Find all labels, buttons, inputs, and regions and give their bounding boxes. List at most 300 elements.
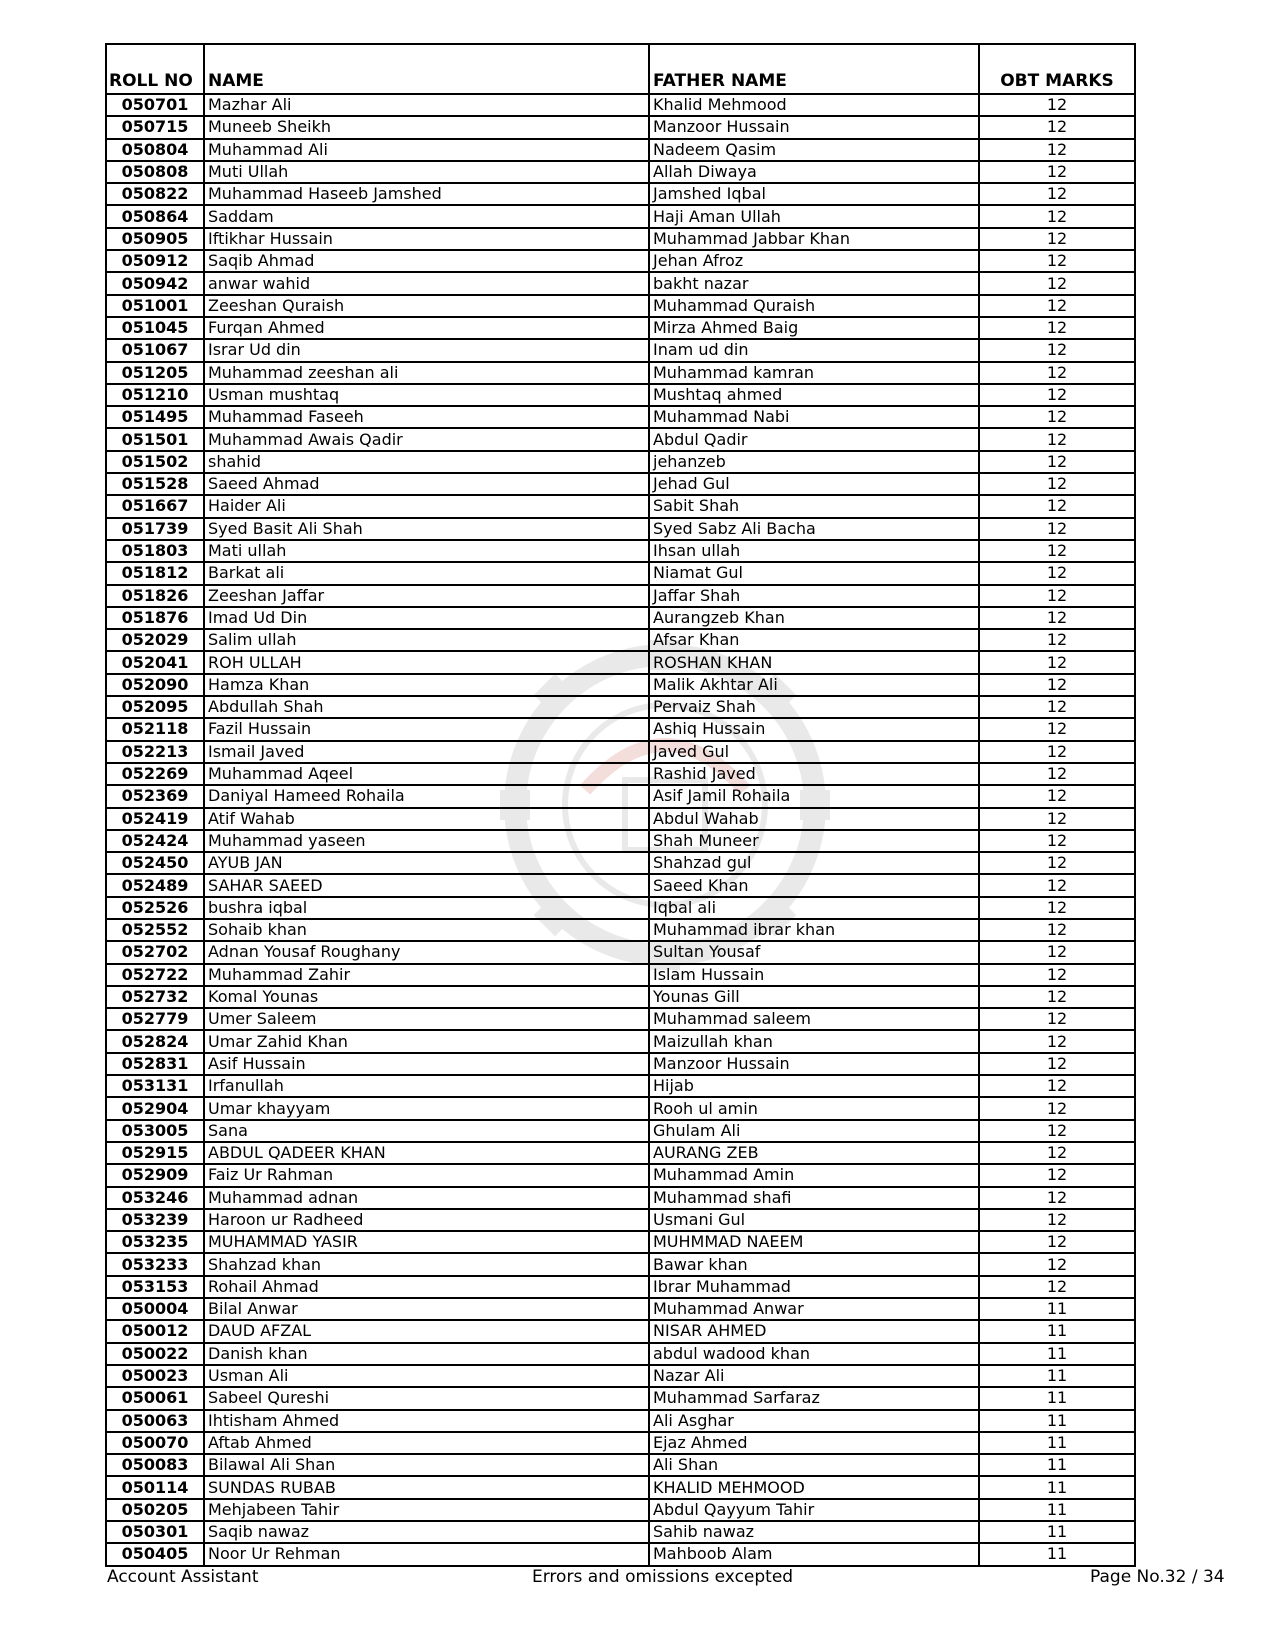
roll-no-cell: 050822 <box>106 183 204 205</box>
obt-marks-cell: 12 <box>979 1276 1135 1298</box>
roll-no-cell: 050804 <box>106 139 204 161</box>
obt-marks-cell: 12 <box>979 1164 1135 1186</box>
obt-marks-cell: 12 <box>979 94 1135 116</box>
name-cell: bushra iqbal <box>204 897 649 919</box>
obt-marks-cell: 12 <box>979 540 1135 562</box>
roll-no-cell: 052118 <box>106 718 204 740</box>
obt-marks-cell: 12 <box>979 495 1135 517</box>
roll-no-cell: 052915 <box>106 1142 204 1164</box>
father-name-cell: KHALID MEHMOOD <box>649 1476 979 1498</box>
table-row <box>106 1432 1135 1454</box>
father-name-cell: Muhammad Jabbar Khan <box>649 228 979 250</box>
roll-no-cell: 051667 <box>106 495 204 517</box>
obt-marks-cell: 12 <box>979 139 1135 161</box>
name-cell: Israr Ud din <box>204 339 649 361</box>
roll-no-cell: 050023 <box>106 1365 204 1387</box>
obt-marks-cell: 12 <box>979 674 1135 696</box>
obt-marks-cell: 12 <box>979 205 1135 227</box>
table-row <box>106 964 1135 986</box>
name-cell: Muhammad Aqeel <box>204 763 649 785</box>
father-name-cell: Iqbal ali <box>649 897 979 919</box>
father-name-cell: Younas Gill <box>649 986 979 1008</box>
table-row <box>106 116 1135 138</box>
father-name-cell: Inam ud din <box>649 339 979 361</box>
name-cell: SAHAR SAEED <box>204 874 649 896</box>
roll-no-cell: 053233 <box>106 1253 204 1275</box>
obt-marks-cell: 12 <box>979 651 1135 673</box>
father-name-cell: jehanzeb <box>649 451 979 473</box>
father-name-cell: Bawar khan <box>649 1253 979 1275</box>
table-row <box>106 428 1135 450</box>
name-cell: anwar wahid <box>204 272 649 294</box>
roll-no-cell: 052824 <box>106 1030 204 1052</box>
father-name-cell: Jehad Gul <box>649 473 979 495</box>
name-cell: Saqib nawaz <box>204 1521 649 1543</box>
table-row <box>106 1008 1135 1030</box>
name-cell: Iftikhar Hussain <box>204 228 649 250</box>
roll-no-cell: 052909 <box>106 1164 204 1186</box>
obt-marks-cell: 12 <box>979 897 1135 919</box>
table-row <box>106 1142 1135 1164</box>
father-name-cell: Mushtaq ahmed <box>649 384 979 406</box>
father-name-cell: Muhammad Sarfaraz <box>649 1387 979 1409</box>
obt-marks-cell: 11 <box>979 1320 1135 1342</box>
name-cell: Asif Hussain <box>204 1053 649 1075</box>
father-name-cell: Rooh ul amin <box>649 1097 979 1119</box>
roll-no-cell: 052095 <box>106 696 204 718</box>
table-row <box>106 1276 1135 1298</box>
table-row <box>106 919 1135 941</box>
father-name-cell: Abdul Qadir <box>649 428 979 450</box>
obt-marks-cell: 12 <box>979 607 1135 629</box>
obt-marks-cell: 12 <box>979 518 1135 540</box>
name-cell: Irfanullah <box>204 1075 649 1097</box>
father-name-cell: Jaffar Shah <box>649 585 979 607</box>
obt-marks-cell: 11 <box>979 1387 1135 1409</box>
roll-no-cell: 050012 <box>106 1320 204 1342</box>
roll-no-cell: 051803 <box>106 540 204 562</box>
obt-marks-cell: 12 <box>979 874 1135 896</box>
father-name-cell: Muhammad Amin <box>649 1164 979 1186</box>
roll-no-cell: 052369 <box>106 785 204 807</box>
roll-no-cell: 050022 <box>106 1343 204 1365</box>
roll-no-cell: 052090 <box>106 674 204 696</box>
table-row <box>106 250 1135 272</box>
father-name-cell: Javed Gul <box>649 741 979 763</box>
obt-marks-cell: 12 <box>979 272 1135 294</box>
roll-no-cell: 052526 <box>106 897 204 919</box>
name-cell: Syed Basit Ali Shah <box>204 518 649 540</box>
father-name-cell: Rashid Javed <box>649 763 979 785</box>
header-father-name: FATHER NAME <box>649 44 979 94</box>
roll-no-cell: 051001 <box>106 295 204 317</box>
obt-marks-cell: 12 <box>979 1008 1135 1030</box>
name-cell: Daniyal Hameed Rohaila <box>204 785 649 807</box>
father-name-cell: Ashiq Hussain <box>649 718 979 740</box>
table-row <box>106 1075 1135 1097</box>
table-row <box>106 495 1135 517</box>
father-name-cell: Ibrar Muhammad <box>649 1276 979 1298</box>
roll-no-cell: 052029 <box>106 629 204 651</box>
obt-marks-cell: 11 <box>979 1499 1135 1521</box>
obt-marks-cell: 11 <box>979 1365 1135 1387</box>
name-cell: Umar Zahid Khan <box>204 1030 649 1052</box>
table-row <box>106 1387 1135 1409</box>
father-name-cell: Muhammad kamran <box>649 362 979 384</box>
roll-no-cell: 053131 <box>106 1075 204 1097</box>
table-row <box>106 1476 1135 1498</box>
results-table-container <box>105 43 1134 1567</box>
obt-marks-cell: 12 <box>979 919 1135 941</box>
father-name-cell: Sultan Yousaf <box>649 941 979 963</box>
roll-no-cell: 050808 <box>106 161 204 183</box>
roll-no-cell: 053153 <box>106 1276 204 1298</box>
father-name-cell: AURANG ZEB <box>649 1142 979 1164</box>
roll-no-cell: 052904 <box>106 1097 204 1119</box>
father-name-cell: Pervaiz Shah <box>649 696 979 718</box>
table-row <box>106 473 1135 495</box>
obt-marks-cell: 11 <box>979 1432 1135 1454</box>
father-name-cell: Mirza Ahmed Baig <box>649 317 979 339</box>
obt-marks-cell: 12 <box>979 986 1135 1008</box>
obt-marks-cell: 12 <box>979 317 1135 339</box>
obt-marks-cell: 12 <box>979 1142 1135 1164</box>
name-cell: AYUB JAN <box>204 852 649 874</box>
obt-marks-cell: 12 <box>979 295 1135 317</box>
table-row <box>106 941 1135 963</box>
table-row <box>106 139 1135 161</box>
father-name-cell: Muhammad saleem <box>649 1008 979 1030</box>
father-name-cell: Muhammad Quraish <box>649 295 979 317</box>
table-row <box>106 1120 1135 1142</box>
father-name-cell: Sahib nawaz <box>649 1521 979 1543</box>
footer-center-text: Errors and omissions excepted <box>532 1567 794 1587</box>
table-row <box>106 897 1135 919</box>
obt-marks-cell: 12 <box>979 116 1135 138</box>
name-cell: Umar khayyam <box>204 1097 649 1119</box>
table-row <box>106 830 1135 852</box>
roll-no-cell: 050004 <box>106 1298 204 1320</box>
roll-no-cell: 052269 <box>106 763 204 785</box>
name-cell: Haider Ali <box>204 495 649 517</box>
roll-no-cell: 050701 <box>106 94 204 116</box>
roll-no-cell: 050061 <box>106 1387 204 1409</box>
table-row <box>106 272 1135 294</box>
roll-no-cell: 051210 <box>106 384 204 406</box>
father-name-cell: Muhammad Anwar <box>649 1298 979 1320</box>
obt-marks-cell: 11 <box>979 1298 1135 1320</box>
obt-marks-cell: 12 <box>979 696 1135 718</box>
table-body <box>106 94 1135 1566</box>
roll-no-cell: 052489 <box>106 874 204 896</box>
name-cell: Atif Wahab <box>204 808 649 830</box>
table-row <box>106 785 1135 807</box>
name-cell: ABDUL QADEER KHAN <box>204 1142 649 1164</box>
name-cell: shahid <box>204 451 649 473</box>
obt-marks-cell: 11 <box>979 1476 1135 1498</box>
table-row <box>106 1187 1135 1209</box>
table-row <box>106 607 1135 629</box>
name-cell: ROH ULLAH <box>204 651 649 673</box>
name-cell: Bilal Anwar <box>204 1298 649 1320</box>
roll-no-cell: 052732 <box>106 986 204 1008</box>
father-name-cell: Aurangzeb Khan <box>649 607 979 629</box>
name-cell: Muhammad Awais Qadir <box>204 428 649 450</box>
table-row <box>106 1164 1135 1186</box>
obt-marks-cell: 12 <box>979 585 1135 607</box>
table-row <box>106 518 1135 540</box>
roll-no-cell: 052831 <box>106 1053 204 1075</box>
table-row <box>106 183 1135 205</box>
roll-no-cell: 052419 <box>106 808 204 830</box>
name-cell: MUHAMMAD YASIR <box>204 1231 649 1253</box>
roll-no-cell: 051739 <box>106 518 204 540</box>
name-cell: Muhammad zeeshan ali <box>204 362 649 384</box>
table-row <box>106 295 1135 317</box>
roll-no-cell: 051495 <box>106 406 204 428</box>
father-name-cell: Saeed Khan <box>649 874 979 896</box>
father-name-cell: Muhammad ibrar khan <box>649 919 979 941</box>
father-name-cell: abdul wadood khan <box>649 1343 979 1365</box>
table-row <box>106 718 1135 740</box>
obt-marks-cell: 12 <box>979 1120 1135 1142</box>
obt-marks-cell: 11 <box>979 1343 1135 1365</box>
table-row <box>106 1343 1135 1365</box>
roll-no-cell: 052424 <box>106 830 204 852</box>
obt-marks-cell: 12 <box>979 428 1135 450</box>
table-row <box>106 696 1135 718</box>
father-name-cell: Manzoor Hussain <box>649 1053 979 1075</box>
roll-no-cell: 051528 <box>106 473 204 495</box>
name-cell: DAUD AFZAL <box>204 1320 649 1342</box>
table-row <box>106 629 1135 651</box>
name-cell: Mazhar Ali <box>204 94 649 116</box>
name-cell: Muhammad Faseeh <box>204 406 649 428</box>
name-cell: Faiz Ur Rahman <box>204 1164 649 1186</box>
name-cell: Muhammad Zahir <box>204 964 649 986</box>
name-cell: Ihtisham Ahmed <box>204 1410 649 1432</box>
name-cell: Rohail Ahmad <box>204 1276 649 1298</box>
father-name-cell: NISAR AHMED <box>649 1320 979 1342</box>
father-name-cell: Abdul Qayyum Tahir <box>649 1499 979 1521</box>
name-cell: Muhammad Ali <box>204 139 649 161</box>
roll-no-cell: 051501 <box>106 428 204 450</box>
name-cell: Muhammad Haseeb Jamshed <box>204 183 649 205</box>
roll-no-cell: 052450 <box>106 852 204 874</box>
name-cell: Aftab Ahmed <box>204 1432 649 1454</box>
table-row <box>106 317 1135 339</box>
name-cell: Salim ullah <box>204 629 649 651</box>
name-cell: Saeed Ahmad <box>204 473 649 495</box>
table-row <box>106 651 1135 673</box>
obt-marks-cell: 12 <box>979 451 1135 473</box>
roll-no-cell: 050405 <box>106 1543 204 1565</box>
table-header-row <box>106 44 1135 94</box>
father-name-cell: Nadeem Qasim <box>649 139 979 161</box>
father-name-cell: Usmani Gul <box>649 1209 979 1231</box>
father-name-cell: Malik Akhtar Ali <box>649 674 979 696</box>
name-cell: Abdullah Shah <box>204 696 649 718</box>
name-cell: Ismail Javed <box>204 741 649 763</box>
name-cell: Saddam <box>204 205 649 227</box>
obt-marks-cell: 12 <box>979 1187 1135 1209</box>
table-row <box>106 451 1135 473</box>
roll-no-cell: 053235 <box>106 1231 204 1253</box>
obt-marks-cell: 12 <box>979 808 1135 830</box>
name-cell: Bilawal Ali Shan <box>204 1454 649 1476</box>
father-name-cell: Manzoor Hussain <box>649 116 979 138</box>
name-cell: Zeeshan Jaffar <box>204 585 649 607</box>
table-row <box>106 406 1135 428</box>
name-cell: Shahzad khan <box>204 1253 649 1275</box>
name-cell: Usman mushtaq <box>204 384 649 406</box>
name-cell: Imad Ud Din <box>204 607 649 629</box>
obt-marks-cell: 11 <box>979 1410 1135 1432</box>
table-row <box>106 674 1135 696</box>
name-cell: Furqan Ahmed <box>204 317 649 339</box>
table-row <box>106 205 1135 227</box>
name-cell: Umer Saleem <box>204 1008 649 1030</box>
father-name-cell: Hijab <box>649 1075 979 1097</box>
table-row <box>106 228 1135 250</box>
table-row <box>106 1521 1135 1543</box>
father-name-cell: Ihsan ullah <box>649 540 979 562</box>
father-name-cell: Muhammad Nabi <box>649 406 979 428</box>
father-name-cell: Khalid Mehmood <box>649 94 979 116</box>
table-row <box>106 852 1135 874</box>
roll-no-cell: 052779 <box>106 1008 204 1030</box>
roll-no-cell: 052722 <box>106 964 204 986</box>
table-row <box>106 1231 1135 1253</box>
roll-no-cell: 050083 <box>106 1454 204 1476</box>
table-row <box>106 1030 1135 1052</box>
father-name-cell: Jehan Afroz <box>649 250 979 272</box>
obt-marks-cell: 12 <box>979 964 1135 986</box>
obt-marks-cell: 12 <box>979 406 1135 428</box>
name-cell: Saqib Ahmad <box>204 250 649 272</box>
obt-marks-cell: 11 <box>979 1521 1135 1543</box>
name-cell: Sabeel Qureshi <box>204 1387 649 1409</box>
father-name-cell: Sabit Shah <box>649 495 979 517</box>
name-cell: Sohaib khan <box>204 919 649 941</box>
obt-marks-cell: 12 <box>979 161 1135 183</box>
father-name-cell: Niamat Gul <box>649 562 979 584</box>
table-row <box>106 1253 1135 1275</box>
obt-marks-cell: 11 <box>979 1454 1135 1476</box>
obt-marks-cell: 12 <box>979 785 1135 807</box>
father-name-cell: MUHMMAD NAEEM <box>649 1231 979 1253</box>
name-cell: Hamza Khan <box>204 674 649 696</box>
table-row <box>106 1209 1135 1231</box>
obt-marks-cell: 12 <box>979 741 1135 763</box>
obt-marks-cell: 12 <box>979 1253 1135 1275</box>
obt-marks-cell: 12 <box>979 362 1135 384</box>
table-row <box>106 1097 1135 1119</box>
table-row <box>106 763 1135 785</box>
obt-marks-cell: 12 <box>979 1030 1135 1052</box>
father-name-cell: ROSHAN KHAN <box>649 651 979 673</box>
father-name-cell: Ali Shan <box>649 1454 979 1476</box>
roll-no-cell: 050301 <box>106 1521 204 1543</box>
roll-no-cell: 052552 <box>106 919 204 941</box>
name-cell: Zeeshan Quraish <box>204 295 649 317</box>
roll-no-cell: 050912 <box>106 250 204 272</box>
roll-no-cell: 051876 <box>106 607 204 629</box>
roll-no-cell: 053239 <box>106 1209 204 1231</box>
roll-no-cell: 051502 <box>106 451 204 473</box>
footer-left-text: Account Assistant <box>107 1567 259 1587</box>
table-row <box>106 585 1135 607</box>
obt-marks-cell: 12 <box>979 852 1135 874</box>
obt-marks-cell: 12 <box>979 473 1135 495</box>
father-name-cell: Ejaz Ahmed <box>649 1432 979 1454</box>
obt-marks-cell: 12 <box>979 830 1135 852</box>
obt-marks-cell: 12 <box>979 1231 1135 1253</box>
obt-marks-cell: 12 <box>979 1097 1135 1119</box>
roll-no-cell: 052702 <box>106 941 204 963</box>
roll-no-cell: 051812 <box>106 562 204 584</box>
obt-marks-cell: 12 <box>979 763 1135 785</box>
roll-no-cell: 050905 <box>106 228 204 250</box>
father-name-cell: Muhammad shafi <box>649 1187 979 1209</box>
obt-marks-cell: 12 <box>979 1209 1135 1231</box>
name-cell: Adnan Yousaf Roughany <box>204 941 649 963</box>
father-name-cell: Afsar Khan <box>649 629 979 651</box>
name-cell: Komal Younas <box>204 986 649 1008</box>
father-name-cell: Haji Aman Ullah <box>649 205 979 227</box>
father-name-cell: Jamshed Iqbal <box>649 183 979 205</box>
obt-marks-cell: 12 <box>979 183 1135 205</box>
table-row <box>106 1320 1135 1342</box>
table-row <box>106 161 1135 183</box>
roll-no-cell: 053246 <box>106 1187 204 1209</box>
table-row <box>106 1410 1135 1432</box>
table-row <box>106 362 1135 384</box>
roll-no-cell: 051067 <box>106 339 204 361</box>
father-name-cell: Maizullah khan <box>649 1030 979 1052</box>
name-cell: Muti Ullah <box>204 161 649 183</box>
father-name-cell: Syed Sabz Ali Bacha <box>649 518 979 540</box>
obt-marks-cell: 12 <box>979 250 1135 272</box>
father-name-cell: Mahboob Alam <box>649 1543 979 1565</box>
header-roll-no: ROLL NO <box>106 44 204 94</box>
obt-marks-cell: 12 <box>979 562 1135 584</box>
father-name-cell: Asif Jamil Rohaila <box>649 785 979 807</box>
obt-marks-cell: 12 <box>979 941 1135 963</box>
father-name-cell: bakht nazar <box>649 272 979 294</box>
obt-marks-cell: 12 <box>979 718 1135 740</box>
name-cell: Mehjabeen Tahir <box>204 1499 649 1521</box>
roll-no-cell: 051826 <box>106 585 204 607</box>
name-cell: Fazil Hussain <box>204 718 649 740</box>
name-cell: Danish khan <box>204 1343 649 1365</box>
table-row <box>106 1454 1135 1476</box>
roll-no-cell: 051045 <box>106 317 204 339</box>
father-name-cell: Shahzad gul <box>649 852 979 874</box>
father-name-cell: Abdul Wahab <box>649 808 979 830</box>
table-row <box>106 741 1135 763</box>
father-name-cell: Shah Muneer <box>649 830 979 852</box>
name-cell: Noor Ur Rehman <box>204 1543 649 1565</box>
name-cell: Muhammad yaseen <box>204 830 649 852</box>
table-row <box>106 1053 1135 1075</box>
name-cell: Sana <box>204 1120 649 1142</box>
header-name: NAME <box>204 44 649 94</box>
table-row <box>106 986 1135 1008</box>
name-cell: Usman Ali <box>204 1365 649 1387</box>
roll-no-cell: 050114 <box>106 1476 204 1498</box>
name-cell: Haroon ur Radheed <box>204 1209 649 1231</box>
